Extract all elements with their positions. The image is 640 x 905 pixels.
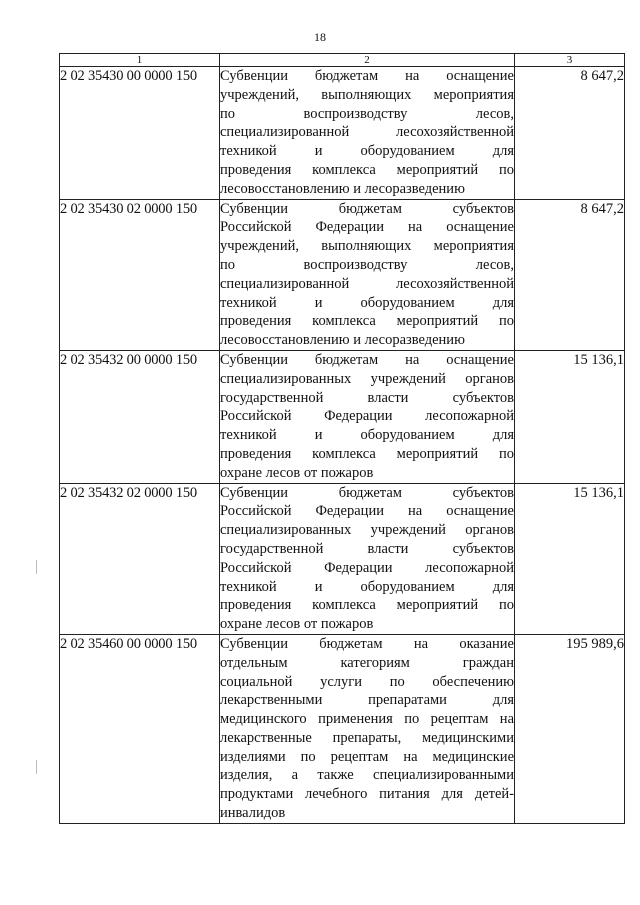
description-line: проведения комплекса мероприятий по [220,313,514,330]
description-line: изделиями по рецептам на медицинские [220,748,514,765]
description-line: специализированной лесохозяйственной [220,275,514,292]
description-line: по воспроизводству лесов, [220,105,514,122]
description-line: лесовосстановлению и лесоразведению [220,180,465,197]
revenue-description [220,483,515,634]
description-line: охране лесов от пожаров [220,464,374,481]
description-line: Российской Федерации на оснащение [220,503,514,520]
description-line: социальной услуги по обеспечению [220,673,514,690]
description-line: проведения комплекса мероприятий по [220,161,514,178]
description-line: специализированной лесохозяйственной [220,124,514,141]
description-line: специализированных учреждений органов [220,522,514,539]
budget-code: 2 02 35432 00 0000 150 [60,350,220,483]
amount-value: 8 647,2 [515,67,625,200]
table-row [60,634,625,823]
margin-mark [36,560,37,574]
description-line: лекарственные препараты, медицинскими [220,729,514,746]
amount-value: 15 136,1 [515,350,625,483]
description-line: Субвенции бюджетам субъектов [220,200,514,217]
description-line: Российской Федерации лесопожарной [220,559,514,576]
table-header-row [60,54,625,67]
description-line: государственной власти субъектов [220,540,514,557]
description-line: техникой и оборудованием для [220,578,514,595]
revenue-description [220,67,515,200]
budget-code: 2 02 35430 00 0000 150 [60,67,220,200]
description-line: лекарственными препаратами для [220,692,514,709]
description-line: проведения комплекса мероприятий по [220,597,514,614]
table-row [60,67,625,200]
description-line: инвалидов [220,805,286,822]
description-line: специализированных учреждений органов [220,370,514,387]
description-line: медицинского применения по рецептам на [220,711,514,728]
description-line: учреждений, выполняющих мероприятия [220,86,514,103]
description-line: техникой и оборудованием для [220,427,514,444]
budget-code: 2 02 35430 02 0000 150 [60,199,220,350]
revenue-description [220,634,515,823]
description-line: государственной власти субъектов [220,389,514,406]
budget-code: 2 02 35432 02 0000 150 [60,483,220,634]
description-line: Субвенции бюджетам на оснащение [220,68,514,84]
table-row [60,483,625,634]
amount-value: 8 647,2 [515,199,625,350]
description-line: техникой и оборудованием для [220,294,514,311]
table-row [60,199,625,350]
budget-table [59,53,625,824]
description-line: учреждений, выполняющих мероприятия [220,238,514,255]
description-line: Российской Федерации на оснащение [220,219,514,236]
description-line: охране лесов от пожаров [220,616,374,633]
revenue-description [220,199,515,350]
description-line: Субвенции бюджетам на оснащение [220,351,514,368]
description-line: отдельным категориям граждан [220,654,514,671]
budget-code: 2 02 35460 00 0000 150 [60,634,220,823]
description-line: продуктами лечебного питания для детей- [220,786,514,803]
description-line: по воспроизводству лесов, [220,256,514,273]
description-line: техникой и оборудованием для [220,143,514,160]
description-line: Российской Федерации лесопожарной [220,408,514,425]
column-header-2: 2 [220,54,515,67]
description-line: изделия, а также специализированными [220,767,514,784]
revenue-description [220,350,515,483]
table-body [60,67,625,824]
amount-value: 195 989,6 [515,634,625,823]
description-line: Субвенции бюджетам субъектов [220,484,514,501]
description-line: лесовосстановлению и лесоразведению [220,332,465,349]
amount-value: 15 136,1 [515,483,625,634]
margin-mark [36,760,37,774]
description-line: проведения комплекса мероприятий по [220,445,514,462]
page-number: 18 [314,30,326,44]
description-line: Субвенции бюджетам на оказание [220,635,514,652]
column-header-1: 1 [60,54,220,67]
table-row [60,350,625,483]
column-header-3: 3 [515,54,625,67]
